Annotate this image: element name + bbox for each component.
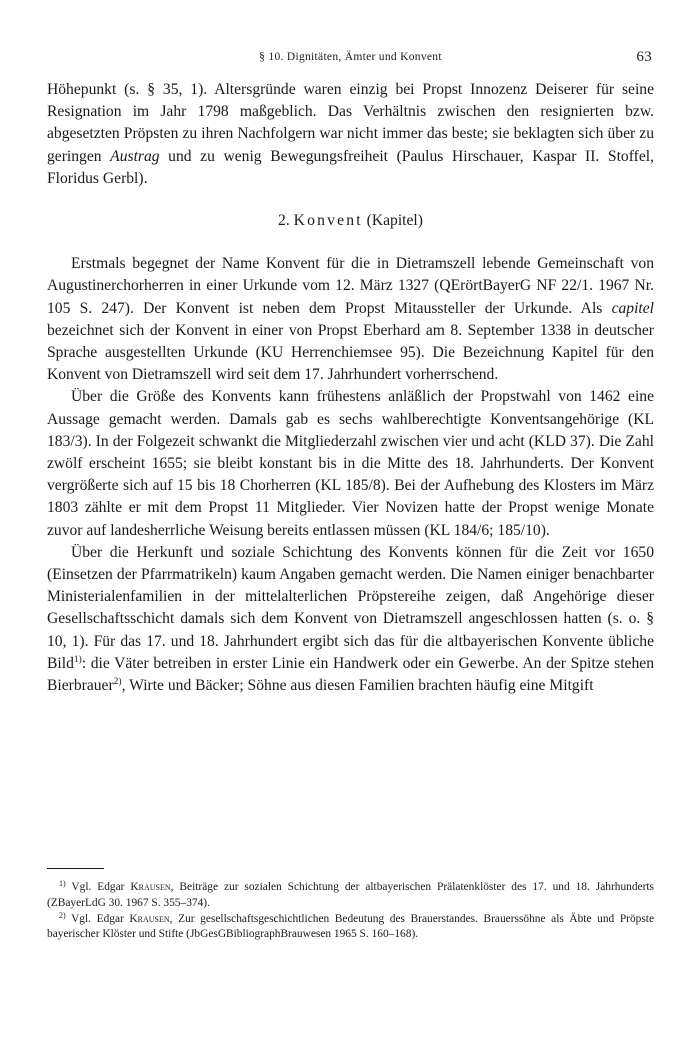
footnotes: [47, 880, 654, 943]
running-head: [47, 49, 654, 69]
section-number: 2.: [278, 212, 294, 230]
footnote-text: Vgl. Edgar: [65, 881, 131, 893]
footnote-reference[interactable]: 1): [73, 654, 82, 665]
paragraph-text: Über die Herkunft und soziale Schichtung des Konvents können für die Zeit vor 1650 (Einsetzen der Pfarrmatrikeln) kaum Angaben gemacht werden. Die Namen einiger benachbarter Ministerialenfamilien in der mittelalterlichen Pröpstereihe zeigen, daß Angehörige dieser Gesellschaftsschicht damals sich dem Konvent von Dietramszell angeschlossen hatten (s. o. § 10, 1). Für das 17. und 18. Jahrhundert ergibt sich das für die altbayerischen Konvente übliche Bild: [47, 543, 654, 672]
page-number: 63: [636, 49, 652, 65]
section-subtitle: (Kapitel): [362, 212, 423, 230]
footnote-author: Krausen: [129, 912, 170, 925]
footnote-author: Krausen: [130, 881, 171, 893]
paragraph-text: Höhepunkt (s. § 35, 1). Altersgründe waren einzig bei Propst Innozenz Deiserer für seine Resignation im Jahr 1798 maßgeblich. Das Verhältnis zwischen den resignierten bzw. abgesetzten Pröpsten zu ihren Nachfolgern war nicht immer das beste; sie beklagten sich über zu geringen: [47, 81, 654, 165]
footnote-reference[interactable]: 2): [113, 677, 122, 688]
footnote-divider: [47, 868, 104, 869]
footnote-mark: 2): [59, 910, 66, 920]
footnote: [47, 880, 654, 912]
section-heading: [47, 210, 654, 232]
italic-term: Austrag: [110, 147, 160, 165]
paragraph: [47, 542, 654, 697]
paragraph-text: Erstmals begegnet der Name Konvent für die in Dietramszell lebende Gemeinschaft von Augustinerchorherren in einer Urkunde vom 12. März 1327 (QErörtBayerG NF 22/1. 1967 Nr. 105 S. 247). Der Konvent ist neben dem Propst Mitaussteller der Urkunde. Als: [47, 255, 654, 317]
paragraph: [47, 253, 654, 386]
footnote-text: , Beiträge zur sozialen Schichtung der altbayerischen Prälatenklöster des 17. und 18. Jahrhunderts (ZBayerLdG 30. 1967 S. 355–374).: [47, 881, 654, 909]
paragraph-text: bezeichnet sich der Konvent in einer von Propst Eberhard am 8. September 1338 in deutscher Sprache ausgestellten Urkunde (KU Herrenchiemsee 95). Die Bezeichnung Kapitel für den Konvent von Dietramszell wird seit dem 17. Jahrhundert vorherrschend.: [47, 321, 654, 384]
footnote-text: , Zur gesellschaftsgeschichtlichen Bedeutung des Brauerstandes. Brauerssöhne als Äbte und Pröpste bayerischer Klöster und Stifte (JbGesGBibliographBrauwesen 1965 S. 160–168).: [47, 912, 654, 941]
paragraph-text: , Wirte und Bäcker; Söhne aus diesen Familien brachten häufig eine Mitgift: [121, 677, 594, 695]
footnote-text: Vgl. Edgar: [65, 912, 130, 925]
paragraph-text: und zu wenig Bewegungsfreiheit (Paulus Hirschauer, Kaspar II. Stoffel, Floridus Gerbl).: [47, 147, 654, 187]
paragraph: Über die Größe des Konvents kann frühestens anläßlich der Propstwahl von 1462 eine Aussage gemacht werden. Damals gab es sechs wahlberechtigte Konventsangehörige (KL 183/3). In der Folgezeit schwankt die Mitgliederzahl zwischen vier und acht (KLD 37). Die Zahl zwölf erscheint 1655; sie bleibt konstant bis in die Mitte des 18. Jahrhunderts. Der Konvent vergrößerte sich auf 15 bis 18 Chorherren (KL 185/8). Bei der Aufhebung des Klosters im März 1803 zählte er mit dem Propst 11 Mitglieder. Vier Novizen hatte der Propst wenige Monate zuvor auf landesherrliche Weisung bereits entlassen müssen (KL 184/6; 185/10).: [47, 388, 654, 539]
section-title: Konvent: [293, 212, 363, 230]
footnote: [47, 912, 654, 944]
footnote-mark: 1): [59, 879, 66, 888]
paragraph-text: : die Väter betreiben in erster Linie ein Handwerk oder ein Gewerbe. An der Spitze stehen Bierbrauer: [47, 654, 654, 695]
running-title: § 10. Dignitäten, Ämter und Konvent: [259, 51, 442, 63]
italic-term: capitel: [611, 299, 654, 317]
paragraph-continuation: [47, 79, 654, 190]
body-text: [47, 79, 654, 697]
